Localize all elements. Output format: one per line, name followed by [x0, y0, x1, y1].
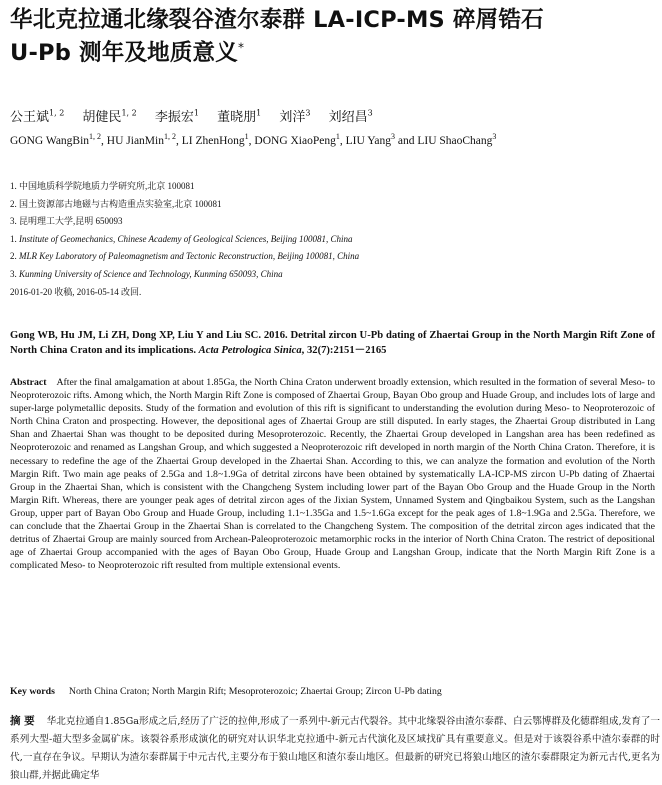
- author-en: GONG WangBin$^{1, 2}$,: [10, 132, 107, 147]
- abstract-text: After the final amalgamation at about 1.85Ga, the North China Craton underwent broadly extension, which resulted in the formation of several Meso- to Neoproterozoic rifts. Among which, the North Margin Rift Zone is composed of Zhaertai Group, Bayan Obo group and Huade Group, and includes lots of large and super-large polymetallic deposits. Study of the formation and evolution of this rift is significant to understanding the evolution during Meso- to Neoproterozoic of North China Craton and prospecting. However, the depositional ages of Zhaertai Group are still disputed. In early stages, the Zhaertai Group distributed in Lang Shan and Zhaertai Shan was thought to be deposited during Mesoproterozoic. Recently, the Zhaertai Group developed in Langshan area has been redefined as Neoproterozoic and renamed as Langshan Group, and which suggested a Neoproterozoic rift developed in north margin of the North China Craton. Therefore, it is necessary to redefine the age of the Zhaertai Group developed in the Zhaertai Shan. According to this, we can analyze the formation and evolution of the North Margin Rift. Two main age peaks of 2.5Ga and 1.8~1.9Ga of detrital zircons have been obtained by systematically LA-ICP-MS zircon U-Pb dating of Zhaertai Group in the Zhaertai Shan, which is consistent with the Changcheng System including lower part of the Bayan Obo Group and the Huade Group in the North Margin Rift. Whereas, there are younger peak ages of detrital zircon ages of the Jixian System, Unnamed System and Qingbaikou System, such as the Langshan Group, upper part of Bayan Obo Group and Huade Group, including 1.1~1.35Ga and 1.5~1.6Ga except for the peak ages of 1.8~1.9Ga and 2.5Ga. Therefore, we can conclude that the Zhaertai Group in the Zhaertai Shan is correlated to the Changcheng System. The composition of the detrital zircon ages indicated that the detritus of Zhaertai Group are mainly sourced from Archean-Paleoproterozoic metamorphic rocks in the interior of North China Craton. The restrict of depositional age of Zhaertai Group accompanied with the ages of Bayan Obo Group, Huade Group and Langshan Group, indicate that the North Margin Rift Zone is a complicated Meso- to Neoproterozoic rift resulted from multiple extensional events.: [10, 377, 655, 572]
- author-cn: 刘洋$^3$: [279, 108, 311, 125]
- paper-title: [10, 4, 655, 70]
- author-cn: 公王斌$^{1, 2}$: [10, 108, 65, 125]
- author-en: LIU ShaoChang$^3$: [417, 132, 497, 147]
- abstract-label: Abstract: [10, 377, 47, 388]
- author-cn: 刘绍昌$^3$: [328, 108, 373, 125]
- abstract-en: [10, 376, 655, 572]
- title-line-2-text: U-Pb 测年及地质意义: [10, 40, 238, 66]
- affiliation-en-3: 3. Kunming University of Science and Technology, Kunming 650093, China: [10, 268, 283, 279]
- journal-name: Acta Petrologica Sinica: [198, 345, 302, 356]
- citation-volume: , 32(7):2151－2165: [301, 345, 387, 356]
- title-footnote-mark: *: [237, 40, 245, 55]
- title-line-2: [10, 37, 655, 70]
- author-en: DONG XiaoPeng$^1$,: [254, 132, 346, 147]
- author-en: LI ZhenHong$^1$,: [181, 132, 255, 147]
- affiliations: [10, 178, 655, 301]
- affiliation-en-1: 1. Institute of Geomechanics, Chinese Academy of Geological Sciences, Beijing 100081, China: [10, 233, 353, 244]
- author-cn: 李振宏$^1$: [154, 108, 199, 125]
- abstract-cn-label: 摘 要: [10, 715, 35, 727]
- abstract-cn: [10, 712, 660, 785]
- citation-text: Gong WB, Hu JM, Li ZH, Dong XP, Liu Y and Liu SC. 2016. Detrital zircon U-Pb dating of Zhaertai Group in the North Margin Rift Zone of North China Craton and its implications.: [10, 330, 655, 356]
- received-dates: 2016-01-20 收稿, 2016-05-14 改回.: [10, 286, 142, 297]
- keywords-text: North China Craton; North Margin Rift; Mesoproterozoic; Zhaertai Group; Zircon U-Pb dating: [68, 686, 442, 697]
- author-cn: 董晓朋$^1$: [217, 108, 262, 125]
- affiliation-cn-1: 1. 中国地质科学院地质力学研究所,北京 100081: [10, 181, 195, 191]
- authors-english: [10, 132, 655, 150]
- keywords: [10, 685, 655, 699]
- affiliation-en-2: 2. MLR Key Laboratory of Paleomagnetism and Tectonic Reconstruction, Beijing 100081, China: [10, 251, 360, 262]
- affiliation-cn-3: 3. 昆明理工大学,昆明 650093: [10, 216, 123, 227]
- abstract-cn-text: 华北克拉通自1.85Ga形成之后,经历了广泛的拉伸,形成了一系列中-新元古代裂谷。其中北缘裂谷由渣尔泰群、白云鄂博群及化德群组成,发育了一系列大型-超大型多金属矿床。该裂谷系形成演化的研究对认识华北克拉通中-新元古代演化及区域找矿具有重要意义。但是对于该裂谷系中渣尔泰群的时代,一直存在争议。早期认为渣尔泰群属于中元古代,主要分布于狼山地区和渣尔泰山地区。但最新的研究已将狼山地区的渣尔泰群限定为新元古代,更名为狼山群,并据此确定华: [10, 716, 661, 781]
- author-en: HU JianMin$^{1, 2}$,: [106, 132, 182, 147]
- title-line-1: 华北克拉通北缘裂谷渣尔泰群 LA-ICP-MS 碎屑锆石: [10, 7, 544, 33]
- authors-chinese: [10, 108, 387, 128]
- citation: [10, 328, 655, 358]
- keywords-label: Key words: [10, 686, 55, 697]
- affiliation-cn-2: 2. 国土资源部古地磁与古构造重点实验室,北京 100081: [10, 198, 222, 209]
- author-cn: 胡健民$^{1, 2}$: [82, 108, 137, 125]
- author-en: LIU Yang$^3$ and: [345, 132, 418, 147]
